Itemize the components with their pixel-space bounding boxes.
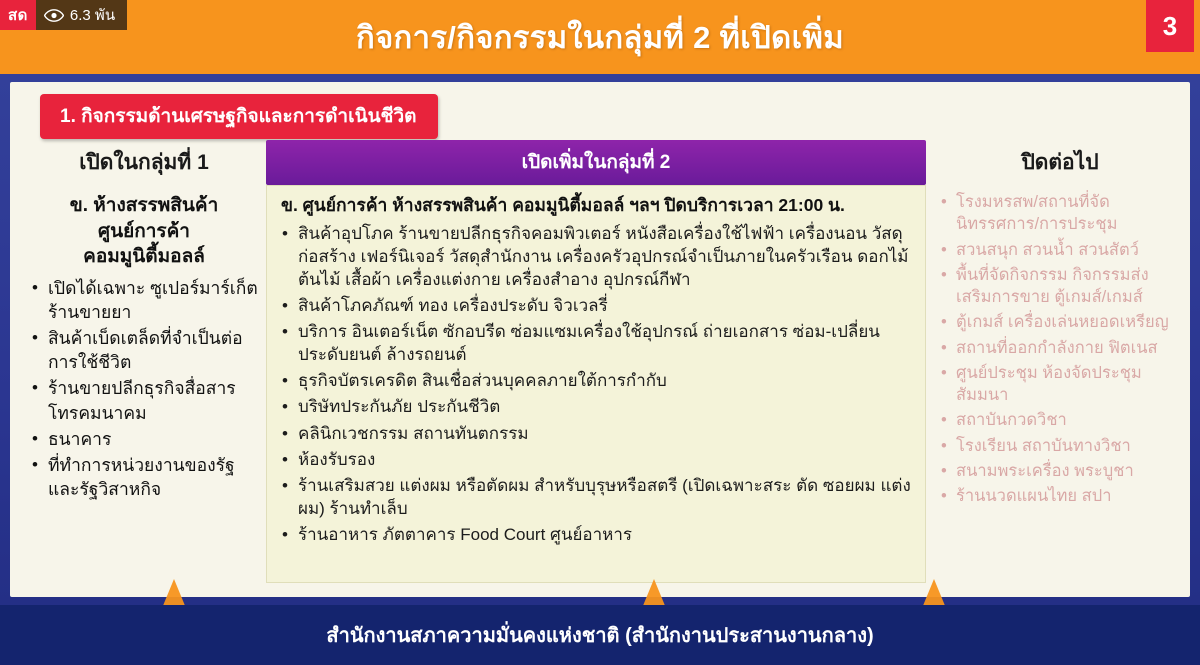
live-overlay	[0, 0, 127, 30]
list-item: • ศูนย์ประชุม ห้องจัดประชุม สัมมนา	[940, 362, 1180, 407]
list-item: • คลินิกเวชกรรม สถานทันตกรรม	[281, 422, 913, 445]
live-badge: สด	[0, 0, 36, 30]
column-right-heading: ปิดต่อไป	[1021, 151, 1099, 174]
column-middle-lead: ข. ศูนย์การค้า ห้างสรรพสินค้า คอมมูนิตี้มอลล์ ฯลฯ ปิดบริการเวลา 21:00 น.	[281, 195, 845, 215]
column-left-heading: เปิดในกลุ่มที่ 1	[79, 151, 209, 174]
list-item: • สินค้าอุปโภค ร้านขายปลีกธุรกิจคอมพิวเตอร์ หนังสือเครื่องใช้ไฟฟ้า เครื่องนอน วัสดุก่อสร้าง เฟอร์นิเจอร์ วัสดุสำนักงาน เครื่องครัวอุปกรณ์จำเป็นภายในครัวเรือน ดอกไม้ ต้นไม้ เสื้อผ้า เครื่องแต่งกาย เครื่องสำอาง อุปกรณ์กีฬา	[281, 222, 913, 291]
column-middle-box	[266, 185, 926, 583]
list-item: • บริษัทประกันภัย ประกันชีวิต	[281, 395, 913, 418]
column-left-subtitle	[30, 193, 258, 270]
page-title: กิจการ/กิจกรรมในกลุ่มที่ 2 ที่เปิดเพิ่ม	[356, 20, 844, 55]
list-item: • ห้องรับรอง	[281, 448, 913, 471]
list-item: • ที่ทำการหน่วยงานของรัฐและรัฐวิสาหกิจ	[30, 453, 258, 501]
list-item: • ร้านนวดแผนไทย สปา	[940, 485, 1180, 507]
viewer-count-badge	[36, 0, 127, 30]
column-left-list	[30, 276, 258, 501]
slide-body	[0, 74, 1200, 605]
list-item: • บริการ อินเตอร์เน็ต ซักอบรีด ซ่อมแซมเครื่องใช้อุปกรณ์ ถ่ายเอกสาร ซ่อม-เปลี่ยน ประดับยนต์ ล้างรถยนต์	[281, 320, 913, 366]
section-tag: 1. กิจกรรมด้านเศรษฐกิจและการดำเนินชีวิต	[40, 94, 438, 139]
column-open-group-1	[10, 140, 266, 503]
column-still-closed	[926, 140, 1190, 510]
list-item: • สถานที่ออกกำลังกาย ฟิตเนส	[940, 337, 1180, 359]
eye-icon	[44, 9, 64, 22]
list-item: • ธุรกิจบัตรเครดิต สินเชื่อส่วนบุคคลภายใต้การกำกับ	[281, 369, 913, 392]
column-middle-heading: เปิดเพิ่มในกลุ่มที่ 2	[266, 140, 926, 185]
slide-footer	[0, 605, 1200, 665]
list-item: • ร้านอาหาร ภัตตาคาร Food Court ศูนย์อาหาร	[281, 523, 913, 546]
list-item: • ธนาคาร	[30, 427, 258, 451]
footer-label: สำนักงานสภาความมั่นคงแห่งชาติ (สำนักงานประสานงานกลาง)	[326, 625, 874, 647]
list-item: • สินค้าเบ็ดเตล็ดที่จำเป็นต่อการใช้ชีวิต	[30, 326, 258, 374]
list-item: • สินค้าโภคภัณฑ์ ทอง เครื่องประดับ จิวเวลรี่	[281, 294, 913, 317]
content-columns	[10, 140, 1190, 590]
column-open-group-2	[266, 140, 926, 583]
list-item: • ร้านเสริมสวย แต่งผม หรือตัดผม สำหรับบุรุษหรือสตรี (เปิดเฉพาะสระ ตัด ซอยผม แต่งผม) ร้านทำเล็บ	[281, 474, 913, 520]
column-left-subtitle-line-2: ศูนย์การค้า	[98, 220, 190, 242]
list-item: • ร้านขายปลีกธุรกิจสื่อสารโทรคมนาคม	[30, 376, 258, 424]
column-middle-list	[281, 222, 913, 546]
page-number-badge: 3	[1146, 0, 1194, 52]
list-item: • สนามพระเครื่อง พระบูชา	[940, 460, 1180, 482]
list-item: • พื้นที่จัดกิจกรรม กิจกรรมส่งเสริมการขาย ตู้เกมส์/เกมส์	[940, 264, 1180, 309]
column-left-subtitle-line-1: ข. ห้างสรรพสินค้า	[69, 195, 219, 216]
list-item: • โรงเรียน สถาบันทางวิชา	[940, 435, 1180, 457]
viewer-count-label: 6.3 พัน	[69, 7, 116, 24]
list-item: • สถาบันกวดวิชา	[940, 409, 1180, 431]
column-left-subtitle-line-3: คอมมูนิตี้มอลล์	[83, 246, 205, 268]
slide-header	[0, 0, 1200, 74]
content-panel	[10, 82, 1190, 597]
list-item: • เปิดได้เฉพาะ ซูเปอร์มาร์เก็ต ร้านขายยา	[30, 276, 258, 324]
list-item: • โรงมหรสพ/สถานที่จัดนิทรรศการ/การประชุม	[940, 191, 1180, 236]
list-item: • ตู้เกมส์ เครื่องเล่นหยอดเหรียญ	[940, 311, 1180, 333]
list-item: • สวนสนุก สวนน้ำ สวนสัตว์	[940, 239, 1180, 261]
column-right-list	[940, 191, 1180, 507]
